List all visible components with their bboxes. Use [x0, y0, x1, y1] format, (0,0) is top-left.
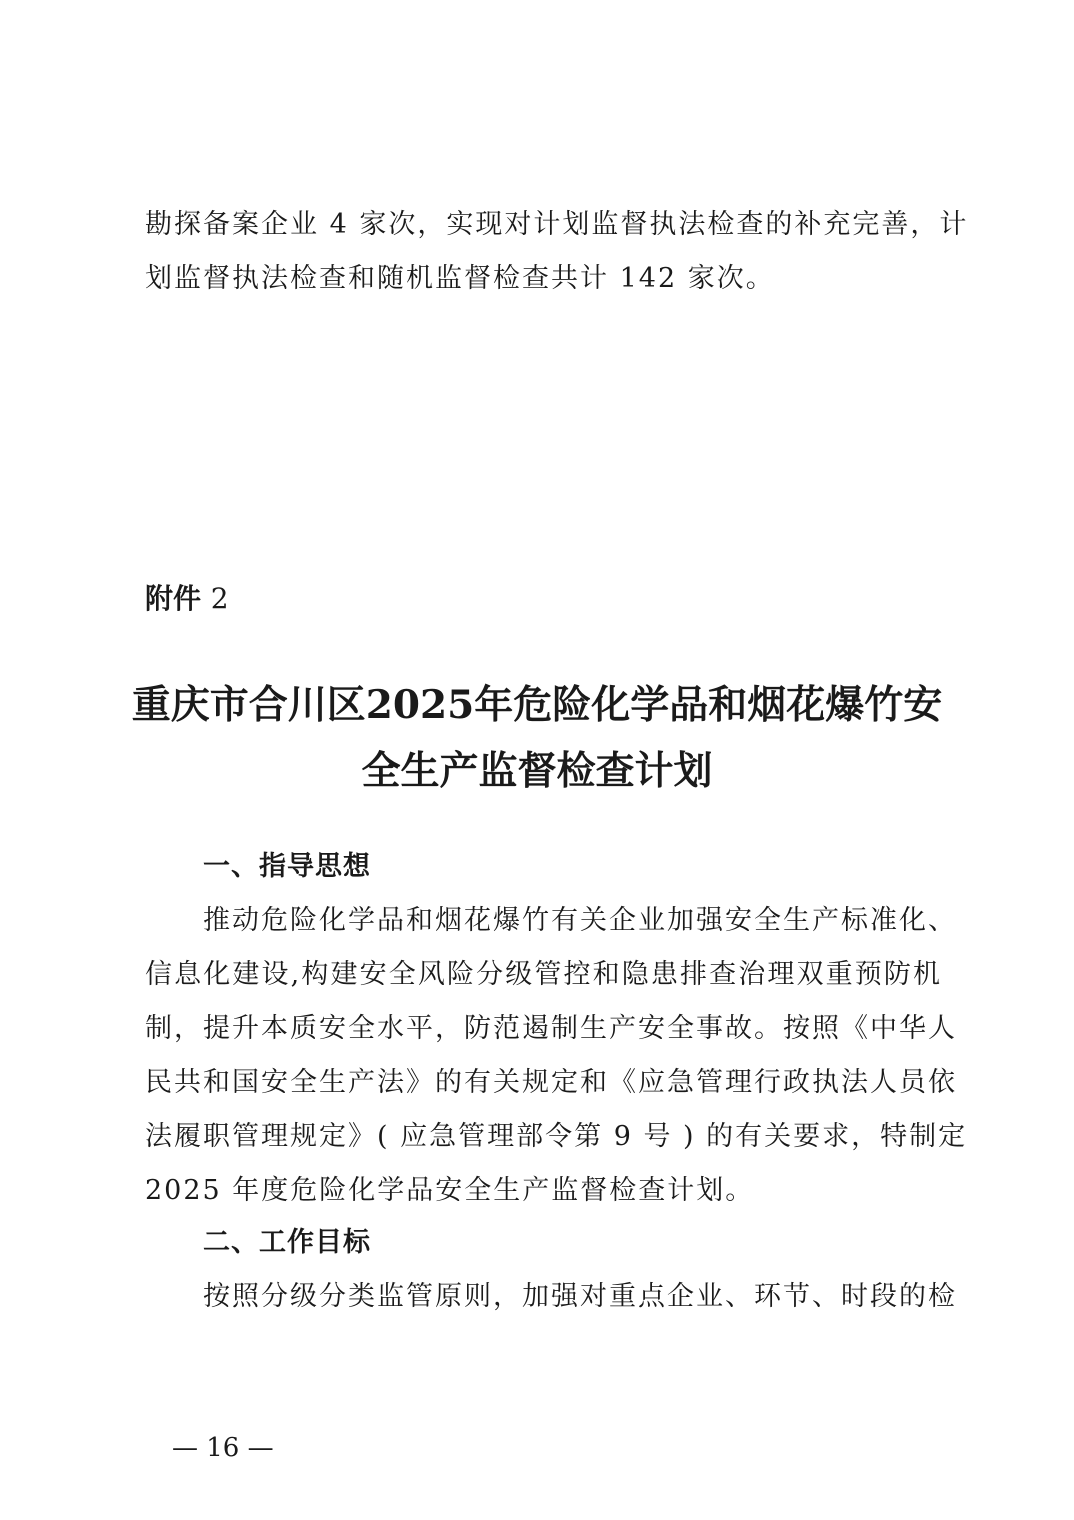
section1-line-3: 制，提升本质安全水平，防范遏制生产安全事故。按照《中华人	[145, 1013, 957, 1044]
section1-line-2: 信息化建设,构建安全风险分级管控和隐患排查治理双重预防机	[145, 959, 942, 990]
document-title-line-1: 重庆市合川区2025年危险化学品和烟花爆竹安	[131, 682, 943, 728]
section1-line-6: 2025 年度危险化学品安全生产监督检查计划。	[145, 1175, 755, 1206]
section1-line-4: 民共和国安全生产法》的有关规定和《应急管理行政执法人员依	[145, 1067, 957, 1098]
continuation-line-2: 划监督执法检查和随机监督检查共计 142 家次。	[145, 263, 775, 294]
section-heading-work-goals: 二、工作目标	[203, 1227, 371, 1258]
attachment-label	[145, 575, 229, 623]
section2-line-1: 按照分级分类监管原则，加强对重点企业、环节、时段的检	[203, 1281, 957, 1312]
document-title-line-2: 全生产监督检查计划	[361, 748, 713, 794]
attachment-label-text: 附件	[145, 582, 202, 615]
section-heading-guiding-ideology: 一、指导思想	[203, 851, 371, 882]
attachment-number: 2	[210, 582, 229, 615]
section1-line-5: 法履职管理规定》( 应急管理部令第 9 号 ) 的有关要求，特制定	[145, 1121, 968, 1152]
continuation-line-1: 勘探备案企业 4 家次，实现对计划监督执法检查的补充完善，计	[145, 209, 969, 240]
section1-line-1: 推动危险化学品和烟花爆竹有关企业加强安全生产标准化、	[203, 905, 957, 936]
page-number: — 16 —	[172, 1433, 274, 1463]
